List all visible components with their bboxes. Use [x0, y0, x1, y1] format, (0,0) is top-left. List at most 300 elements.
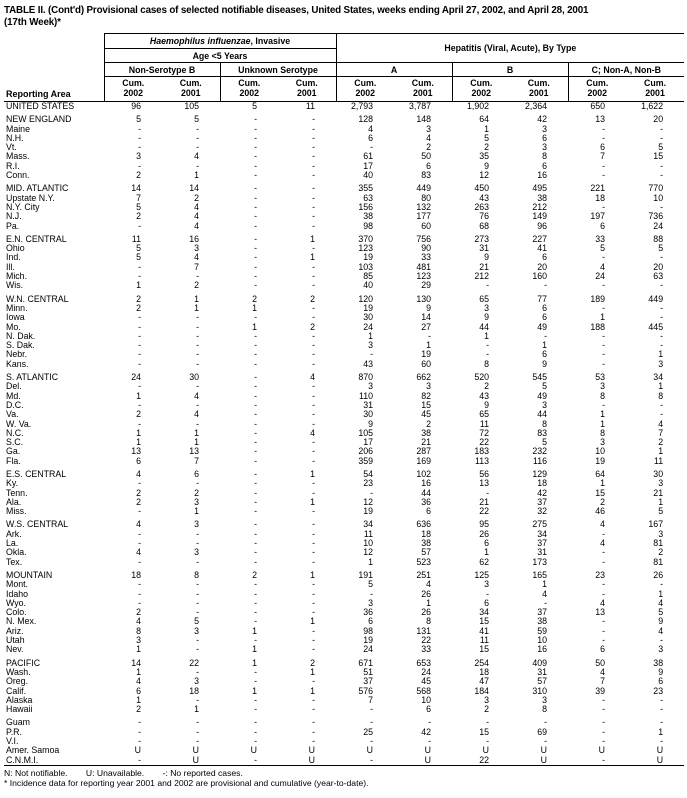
value-cell: 1 [194, 506, 199, 517]
value-cell: - [660, 160, 664, 171]
value-cell: 167 [648, 519, 664, 530]
legend-unavailable: U: Unavailable. [85, 767, 145, 778]
table-row [4, 263, 684, 272]
value-cell: 3 [658, 644, 664, 655]
table-row [4, 489, 684, 498]
value-cell: - [602, 201, 606, 212]
value-cell: 1 [658, 588, 664, 599]
value-cell: - [660, 579, 664, 590]
value-cell: - [312, 132, 316, 143]
value-cell: 40 [363, 170, 374, 181]
value-cell: 51 [363, 666, 374, 677]
reporting-area-cell: Utah [6, 635, 25, 646]
value-cell: 3 [658, 358, 664, 369]
value-cell: - [602, 736, 606, 746]
reporting-area-cell: Tex. [6, 556, 23, 567]
value-cell: 6 [368, 616, 374, 627]
value-cell: 40 [363, 280, 374, 291]
value-cell: - [254, 427, 257, 438]
value-cell: 671 [358, 657, 374, 668]
table-row [4, 382, 684, 391]
value-cell: - [196, 399, 199, 410]
value-cell: 1 [658, 726, 664, 737]
reporting-area-cell: Calif. [6, 685, 27, 696]
value-cell: 3 [542, 694, 548, 705]
value-cell: 18 [479, 666, 490, 677]
value-cell: 33 [595, 233, 606, 244]
value-cell: 2,793 [351, 101, 374, 111]
value-cell: 3 [600, 437, 606, 448]
table-row [4, 341, 684, 350]
value-cell: 263 [474, 201, 490, 212]
reporting-area-cell: N.J. [6, 211, 22, 222]
value-cell: - [254, 261, 257, 272]
value-cell: 44 [421, 487, 432, 498]
value-cell: 1 [658, 381, 664, 392]
value-cell: 54 [363, 468, 374, 479]
value-cell: - [312, 160, 316, 171]
reporting-area-cell: Maine [6, 123, 30, 134]
value-cell: 19 [363, 635, 374, 646]
value-cell: 653 [416, 657, 432, 668]
value-cell: - [196, 635, 199, 646]
cum-2002-header: Cum. 2002 [568, 77, 626, 102]
reporting-area-cell: Mo. [6, 321, 21, 332]
value-cell: 7 [600, 676, 606, 687]
value-cell: U [192, 754, 199, 765]
value-cell: - [312, 519, 316, 530]
value-cell: 96 [131, 101, 141, 111]
value-cell: 523 [416, 556, 432, 567]
value-cell: 6 [484, 538, 490, 549]
value-cell: - [312, 261, 316, 272]
value-cell: - [602, 547, 606, 558]
value-cell: 1 [600, 312, 606, 323]
reporting-area-cell: Wis. [6, 280, 24, 291]
value-cell: 45 [421, 676, 432, 687]
value-cell: 4 [194, 409, 199, 420]
value-cell: - [196, 726, 199, 737]
reporting-area-cell: S.C. [6, 437, 24, 448]
value-cell: 3,787 [409, 101, 432, 111]
value-cell: 8 [426, 616, 432, 627]
table-row [4, 687, 684, 696]
value-cell: 23 [653, 685, 664, 696]
value-cell: 21 [479, 261, 490, 272]
value-cell: 83 [421, 170, 432, 181]
value-cell: 273 [474, 233, 490, 244]
value-cell: - [254, 754, 257, 765]
value-cell: - [544, 280, 548, 291]
value-cell: 8 [600, 390, 606, 401]
table-title-line2: (17th Week)* [4, 17, 61, 28]
value-cell: - [312, 418, 316, 429]
value-cell: - [254, 519, 257, 530]
value-cell: 18 [421, 528, 432, 539]
value-cell: - [544, 736, 548, 746]
value-cell: - [196, 666, 199, 677]
value-cell: 5 [368, 579, 374, 590]
value-cell: 1 [252, 302, 257, 313]
value-cell: 156 [358, 201, 374, 212]
value-cell: - [602, 123, 606, 134]
value-cell: 23 [595, 569, 606, 580]
value-cell: 21 [653, 487, 664, 498]
value-cell: 6 [426, 160, 432, 171]
value-cell: 165 [532, 569, 548, 580]
value-cell: - [602, 588, 606, 599]
table-row [4, 728, 684, 737]
value-cell: 18 [595, 192, 606, 203]
reporting-area-cell: Vt. [6, 142, 17, 153]
value-cell: 9 [484, 312, 490, 323]
value-cell: - [254, 694, 257, 705]
table-row [4, 429, 684, 438]
value-cell: 5 [658, 607, 664, 618]
value-cell: - [254, 446, 257, 457]
value-cell: 31 [479, 243, 490, 254]
value-cell: 449 [648, 293, 664, 304]
value-cell: - [196, 717, 199, 728]
value-cell: - [602, 349, 606, 360]
value-cell: 359 [358, 455, 374, 466]
hepatitis-group-header: Hepatitis (Viral, Acute), By Type [336, 34, 684, 63]
value-cell: 14 [189, 183, 199, 194]
value-cell: - [312, 607, 316, 618]
value-cell: - [602, 330, 606, 341]
reporting-area-cell: Md. [6, 390, 21, 401]
reporting-area-cell: Fla. [6, 455, 21, 466]
value-cell: - [254, 496, 257, 507]
value-cell: - [660, 201, 664, 212]
value-cell: 1 [252, 625, 257, 636]
value-cell: - [602, 694, 606, 705]
value-cell: 568 [416, 685, 432, 696]
value-cell: 6 [136, 455, 141, 466]
reporting-area-header [4, 34, 104, 102]
value-cell: 2 [252, 293, 257, 304]
table-row [4, 171, 684, 180]
value-cell: 2 [310, 321, 316, 332]
table-row [4, 373, 684, 382]
value-cell: 1 [368, 330, 374, 341]
value-cell: - [254, 588, 257, 599]
value-cell: 3 [136, 635, 141, 646]
reporting-area-cell: Ala. [6, 496, 22, 507]
value-cell: - [312, 390, 316, 401]
value-cell: U [134, 745, 141, 756]
value-cell: - [196, 358, 199, 369]
value-cell: 6 [194, 468, 199, 479]
reporting-area-cell: Alaska [6, 694, 33, 705]
value-cell: 4 [426, 579, 432, 590]
value-cell: - [138, 381, 141, 392]
value-cell: 38 [537, 616, 548, 627]
table-row [4, 194, 684, 203]
value-cell: 6 [600, 142, 606, 153]
value-cell: - [660, 717, 664, 728]
value-cell: 18 [131, 569, 141, 580]
value-cell: 409 [532, 657, 548, 668]
value-cell: 2 [600, 496, 606, 507]
value-cell: 36 [421, 496, 432, 507]
value-cell: 61 [363, 151, 374, 162]
value-cell: 64 [479, 114, 490, 125]
reporting-area-cell: Ohio [6, 243, 25, 254]
value-cell: - [660, 132, 664, 143]
value-cell: - [138, 312, 141, 323]
value-cell: 64 [595, 468, 606, 479]
reporting-area-cell: Pa. [6, 220, 20, 231]
reporting-area-cell: Ill. [6, 261, 15, 272]
value-cell: - [660, 340, 664, 351]
value-cell: - [138, 142, 141, 153]
reporting-area-cell: Colo. [6, 607, 27, 618]
value-cell: 5 [136, 201, 141, 212]
value-cell: 1 [252, 685, 257, 696]
table-row [4, 360, 684, 369]
table-row [4, 143, 684, 152]
value-cell: 275 [532, 519, 548, 530]
value-cell: - [312, 211, 316, 222]
value-cell: 5 [600, 243, 606, 254]
value-cell: 3 [136, 151, 141, 162]
value-cell: 4 [136, 468, 141, 479]
value-cell: - [138, 588, 141, 599]
value-cell: 18 [537, 478, 548, 489]
value-cell: 1 [136, 666, 141, 677]
value-cell: - [602, 160, 606, 171]
value-cell: - [196, 597, 199, 608]
cum-2001-header: Cum. 2001 [278, 77, 336, 102]
value-cell: - [312, 183, 316, 194]
value-cell: - [138, 736, 141, 746]
value-cell: 13 [595, 607, 606, 618]
value-cell: 25 [363, 726, 374, 737]
value-cell: U [424, 754, 432, 765]
value-cell: 1 [600, 478, 606, 489]
value-cell: - [312, 280, 316, 291]
value-cell: 34 [363, 519, 374, 530]
value-cell: - [660, 694, 664, 705]
value-cell: - [370, 754, 374, 765]
value-cell: 21 [421, 437, 432, 448]
value-cell: 68 [479, 220, 490, 231]
table-row [4, 539, 684, 548]
value-cell: - [254, 211, 257, 222]
value-cell: 105 [184, 101, 199, 111]
value-cell: 38 [421, 427, 432, 438]
table-row [4, 718, 684, 727]
value-cell: 3 [658, 478, 664, 489]
value-cell: - [312, 694, 316, 705]
reporting-area-cell: Minn. [6, 302, 28, 313]
value-cell: - [370, 142, 374, 153]
value-cell: 1,902 [467, 101, 490, 111]
value-cell: - [254, 676, 257, 687]
value-cell: - [196, 160, 199, 171]
value-cell: - [312, 579, 316, 590]
value-cell: - [602, 635, 606, 646]
value-cell: 8 [658, 390, 664, 401]
value-cell: 43 [479, 192, 490, 203]
value-cell: - [138, 726, 141, 737]
table-body [4, 102, 684, 766]
value-cell: 449 [416, 183, 432, 194]
table-row [4, 212, 684, 221]
value-cell: - [312, 349, 316, 360]
value-cell: - [602, 754, 606, 765]
value-cell: 15 [595, 487, 606, 498]
reporting-area-cell: Ind. [6, 252, 21, 263]
value-cell: 7 [136, 192, 141, 203]
value-cell: - [602, 616, 606, 627]
value-cell: 2 [136, 293, 141, 304]
value-cell: 32 [537, 506, 548, 517]
reporting-area-cell: Miss. [6, 506, 27, 517]
reporting-area-cell: Amer. Samoa [6, 745, 60, 756]
value-cell: 2 [194, 192, 199, 203]
value-cell: - [370, 349, 374, 360]
reporting-area-cell: N.Y. City [6, 201, 40, 212]
value-cell: 22 [479, 506, 490, 517]
value-cell: 34 [537, 528, 548, 539]
value-cell: - [138, 261, 141, 272]
value-cell: - [602, 132, 606, 143]
value-cell: - [196, 556, 199, 567]
haemophilus-group-header [104, 34, 336, 49]
value-cell: - [602, 528, 606, 539]
value-cell: 59 [537, 625, 548, 636]
value-cell: 6 [368, 132, 374, 143]
value-cell: 3 [658, 528, 664, 539]
value-cell: - [254, 192, 257, 203]
value-cell: - [254, 220, 257, 231]
value-cell: 53 [595, 372, 606, 383]
value-cell: 1 [194, 437, 199, 448]
value-cell: - [486, 588, 490, 599]
table-row [4, 152, 684, 161]
value-cell: - [254, 538, 257, 549]
value-cell: 2 [310, 657, 316, 668]
value-cell: - [660, 280, 664, 291]
value-cell: - [312, 192, 316, 203]
value-cell: - [138, 358, 141, 369]
cum-2001-header: Cum. 2001 [162, 77, 220, 102]
value-cell: 14 [131, 657, 141, 668]
table-row [4, 548, 684, 557]
value-cell: U [308, 754, 316, 765]
value-cell: - [486, 349, 490, 360]
reporting-area-cell: Nebr. [6, 349, 28, 360]
value-cell: 37 [537, 538, 548, 549]
hepatitis-b-header: B [452, 63, 568, 77]
value-cell: 13 [189, 446, 199, 457]
value-cell: 2 [252, 569, 257, 580]
value-cell: - [138, 321, 141, 332]
value-cell: - [370, 736, 374, 746]
value-cell: - [196, 123, 199, 134]
value-cell: 3 [484, 302, 490, 313]
value-cell: 41 [537, 243, 548, 254]
hepatitis-a-header: A [336, 63, 452, 77]
table-row [4, 705, 684, 714]
value-cell: - [254, 717, 257, 728]
reporting-area-cell: R.I. [6, 160, 20, 171]
value-cell: - [312, 142, 316, 153]
header-row-subgroups [4, 63, 684, 77]
table-row [4, 272, 684, 281]
value-cell: 11 [653, 455, 664, 466]
value-cell: - [254, 252, 257, 263]
value-cell: 10 [363, 538, 374, 549]
value-cell: - [312, 506, 316, 517]
cum-2001-header: Cum. 2001 [510, 77, 568, 102]
value-cell: - [602, 170, 606, 181]
value-cell: - [254, 358, 257, 369]
cum-2002-header: Cum. 2002 [220, 77, 278, 102]
value-cell: 6 [426, 506, 432, 517]
reporting-area-cell: Upstate N.Y. [6, 192, 55, 203]
value-cell: 21 [479, 496, 490, 507]
table-row [4, 281, 684, 290]
value-cell: - [138, 506, 141, 517]
table-row [4, 756, 684, 766]
value-cell: 26 [421, 588, 432, 599]
value-cell: - [254, 607, 257, 618]
hepatitis-c-header: C; Non-A, Non-B [568, 63, 684, 77]
table-row [4, 332, 684, 341]
value-cell: 50 [421, 151, 432, 162]
value-cell: 1 [310, 569, 316, 580]
value-cell: 2 [136, 302, 141, 313]
value-cell: - [138, 271, 141, 282]
value-cell: U [656, 745, 664, 756]
value-cell: U [540, 745, 548, 756]
table-row [4, 645, 684, 654]
value-cell: 1 [252, 644, 257, 655]
value-cell: - [312, 487, 316, 498]
value-cell: 60 [421, 358, 432, 369]
value-cell: - [254, 142, 257, 153]
table-title [4, 5, 684, 29]
value-cell: 9 [484, 160, 490, 171]
value-cell: 15 [479, 644, 490, 655]
reporting-area-cell: UNITED STATES [6, 101, 75, 111]
value-cell: - [254, 478, 257, 489]
reporting-area-cell: E.S. CENTRAL [6, 468, 67, 479]
value-cell: 1 [542, 579, 548, 590]
value-cell: - [486, 280, 490, 291]
value-cell: 36 [363, 607, 374, 618]
header-row-groups [4, 34, 684, 49]
value-cell: 2 [136, 170, 141, 181]
reporting-area-cell: Nev. [6, 644, 24, 655]
value-cell: - [312, 312, 316, 323]
value-cell: 5 [136, 243, 141, 254]
value-cell: 8 [542, 151, 548, 162]
value-cell: 3 [368, 340, 374, 351]
value-cell: 56 [479, 468, 490, 479]
value-cell: 6 [600, 644, 606, 655]
value-cell: 46 [595, 506, 606, 517]
value-cell: 16 [421, 478, 432, 489]
value-cell: - [312, 114, 316, 125]
value-cell: - [544, 717, 548, 728]
value-cell: 2 [484, 142, 490, 153]
value-cell: 113 [474, 455, 490, 466]
value-cell: - [602, 280, 606, 291]
